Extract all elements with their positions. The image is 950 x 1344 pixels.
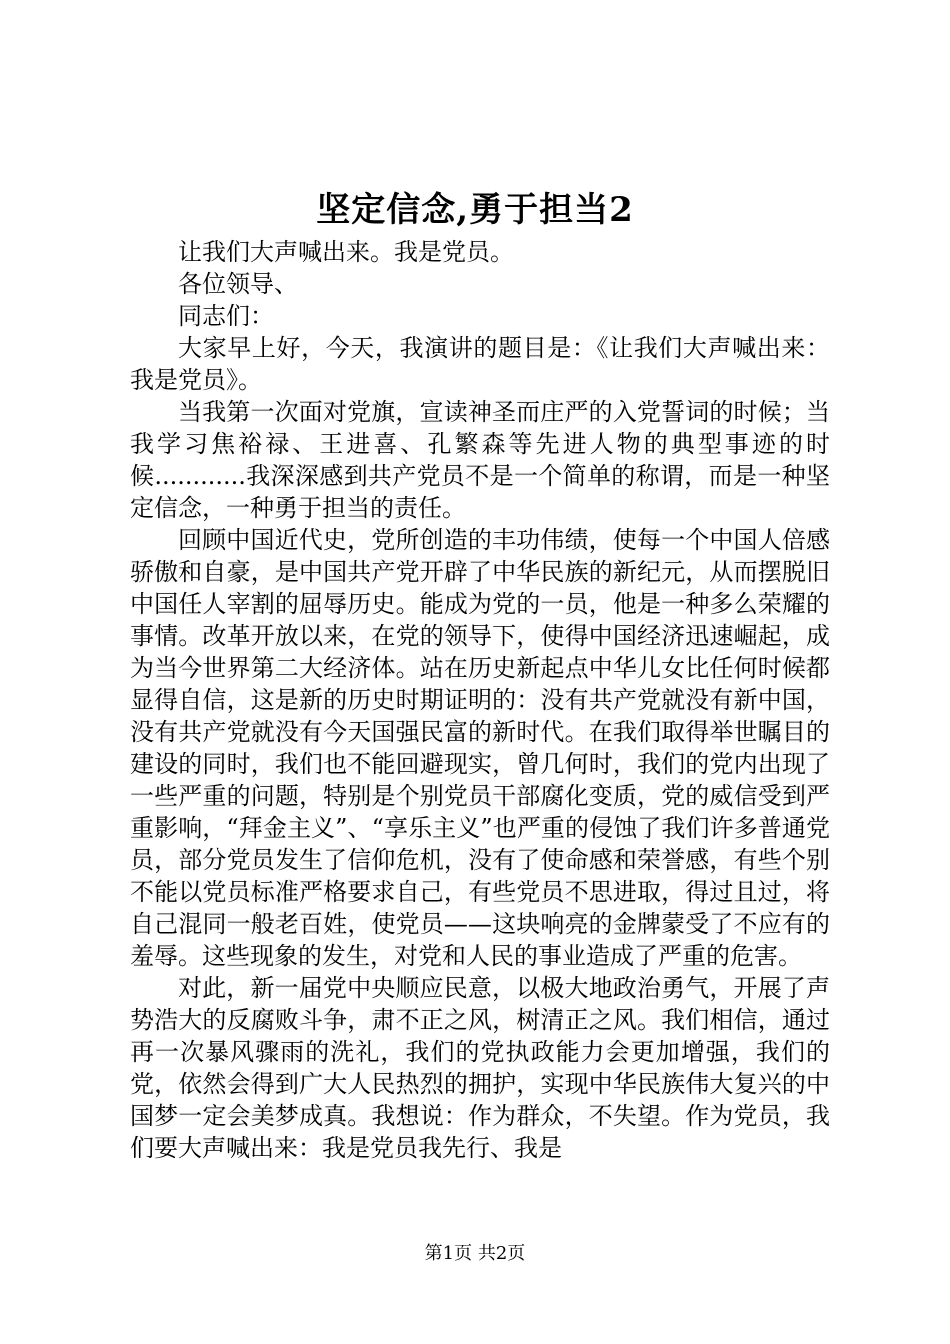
paragraph: 当我第一次面对党旗，宣读神圣而庄严的入党誓词的时候；当我学习焦裕禄、王进喜、孔繁森等先进人物的典型事迹的时候............我深深感到共产党员不是一个简单的称谓，而是一种坚定信念，一种勇于担当的责任。 xyxy=(130,398,830,522)
paragraph: 同志们： xyxy=(178,302,274,330)
paragraph: 对此，新一届党中央顺应民意，以极大地政治勇气，开展了声势浩大的反腐败斗争，肃不正之风，树清正之风。我们相信，通过再一次暴风骤雨的洗礼，我们的党执政能力会更加增强，我们的党，依然会得到广大人民热烈的拥护，实现中华民族伟大复兴的中国梦一定会美梦成真。我想说：作为群众，不失望。作为党员，我们要大声喊出来：我是党员我先行、我是 xyxy=(130,974,830,1162)
paragraph: 回顾中国近代史，党所创造的丰功伟绩，使每一个中国人倍感骄傲和自豪，是中国共产党开辟了中华民族的新纪元，从而摆脱旧中国任人宰割的屈辱历史。能成为党的一员，他是一种多么荣耀的事情。改革开放以来，在党的领导下，使得中国经济迅速崛起，成为当今世界第二大经济体。站在历史新起点中华儿女比任何时候都显得自信，这是新的历史时期证明的：没有共产党就没有新中国，没有共产党就没有今天国强民富的新时代。在我们取得举世瞩目的建设的同时，我们也不能回避现实，曾几何时，我们的党内出现了一些严重的问题，特别是个别党员干部腐化变质，党的威信受到严重影响，“拜金主义”、“享乐主义”也严重的侵蚀了我们许多普通党员，部分党员发生了信仰危机，没有了使命感和荣誉感，有些个别不能以党员标准严格要求自己，有些党员不思进取，得过且过，将自己混同一般老百姓，使党员——这块响亮的金牌蒙受了不应有的羞辱。这些现象的发生，对党和人民的事业造成了严重的危害。 xyxy=(130,526,830,970)
document-body xyxy=(130,236,830,1164)
paragraph: 让我们大声喊出来。我是党员。 xyxy=(178,238,514,266)
paragraph: 大家早上好，今天，我演讲的题目是：《让我们大声喊出来：我是党员》。 xyxy=(130,334,830,394)
paragraph: 各位领导、 xyxy=(178,270,298,298)
page-footer: 第1页 共2页 xyxy=(424,1243,526,1264)
document-title: 坚定信念,勇于担当2 xyxy=(316,190,634,230)
